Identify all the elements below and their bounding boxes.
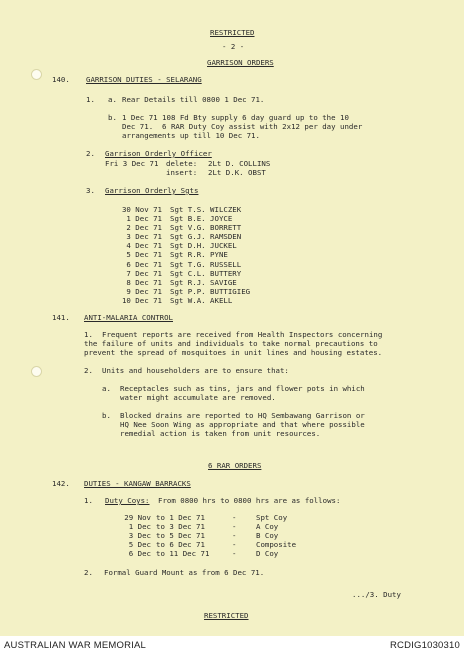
duty-coy: B Coy: [256, 531, 279, 540]
duty-to: to 5 Dec 71: [156, 531, 205, 540]
punch-hole: [31, 366, 42, 377]
subitem-label: a.: [108, 95, 117, 104]
table-row: [118, 540, 316, 549]
subitem-label: b.: [102, 411, 111, 420]
duty-to: to 1 Dec 71: [156, 513, 205, 522]
duty-dash: -: [232, 549, 237, 558]
para-142-title: DUTIES - KANGAW BARRACKS: [84, 479, 191, 488]
para-141-number: 141.: [52, 313, 70, 322]
duty-dash: -: [232, 531, 237, 540]
para-141-title: ANTI-MALARIA CONTROL: [84, 313, 173, 322]
item-title: Garrison Orderly Sgts: [105, 186, 199, 195]
duty-from: 29 Nov: [124, 513, 151, 522]
table-row: [104, 250, 250, 259]
item-number: 1.: [86, 95, 95, 104]
subitem-line: Receptacles such as tins, jars and flower pots in which: [120, 384, 365, 393]
para-140-title: GARRISON DUTIES - SELARANG: [86, 75, 202, 84]
table-row: [104, 287, 250, 296]
continuation-note: .../3. Duty: [352, 590, 401, 599]
subitem-line: arrangements up till 10 Dec 71.: [122, 131, 260, 140]
duty-date: 5 Dec 71: [126, 250, 162, 260]
duty-to: to 6 Dec 71: [156, 540, 205, 549]
classification-footer: RESTRICTED: [204, 611, 249, 620]
sgt-name: Sgt G.J. RAMSDEN: [170, 232, 242, 242]
subitem-line: remedial action is taken from unit resources.: [120, 429, 321, 438]
duty-from: 3 Dec: [128, 531, 151, 540]
institution-name: AUSTRALIAN WAR MEMORIAL: [4, 640, 147, 651]
item-number: 2.: [86, 149, 95, 158]
table-row: [104, 296, 250, 305]
item-number: 2.: [84, 366, 93, 375]
subitem-text: Rear Details till 0800 1 Dec 71.: [122, 95, 265, 104]
sgt-name: Sgt D.H. JUCKEL: [170, 241, 237, 251]
item-number: 2.: [84, 568, 93, 577]
archive-footer: [0, 637, 464, 654]
duty-dash: -: [232, 540, 237, 549]
duty-to: to 3 Dec 71: [156, 522, 205, 531]
table-row: [104, 214, 250, 223]
section-title: GARRISON ORDERS: [207, 58, 274, 67]
item-number: 1.: [84, 496, 93, 505]
punch-hole: [31, 69, 42, 80]
item-number: 3.: [86, 186, 95, 195]
sgt-name: Sgt P.P. BUTTIGIEG: [170, 286, 251, 296]
sgt-name: Sgt W.A. AKELL: [170, 295, 233, 305]
duty-dash: -: [232, 522, 237, 531]
duty-date: 1 Dec 71: [126, 214, 162, 224]
duty-date: 30 Nov 71: [121, 205, 162, 214]
duty-coy: A Coy: [256, 522, 279, 531]
table-row: [118, 531, 316, 540]
table-row: [118, 513, 316, 522]
paragraph-line: Units and householders are to ensure that:: [102, 366, 289, 375]
page-number: - 2 -: [222, 42, 245, 51]
table-row: [104, 241, 250, 250]
duty-date: 3 Dec 71: [126, 232, 162, 242]
item-title: Duty Coys:: [105, 496, 150, 505]
sgt-name: Sgt T.S. WILCZEK: [170, 205, 242, 214]
sgt-name: Sgt T.G. RUSSELL: [170, 259, 242, 269]
duty-dash: -: [232, 513, 237, 522]
item-number: 1.: [84, 330, 93, 339]
sgt-name: Sgt R.J. SAVIGE: [170, 277, 237, 287]
duty-coys-table: [118, 513, 316, 558]
subitem-line: Dec 71. 6 RAR Duty Coy assist with 2x12 per day under: [122, 122, 363, 131]
record-id: RCDIG1030310: [390, 640, 460, 651]
duty-to: to 11 Dec 71: [156, 549, 210, 558]
paragraph-line: the failure of units and individuals to take normal precautions to: [84, 339, 378, 348]
duty-date: 4 Dec 71: [126, 241, 162, 251]
para-140-number: 140.: [52, 75, 70, 84]
duty-from: 6 Dec: [128, 549, 151, 558]
officer-line-name: 2Lt D.K. OBST: [208, 168, 266, 177]
duty-date: 6 Dec 71: [126, 259, 162, 269]
paragraph-line: From 0800 hrs to 0800 hrs are as follows:: [158, 496, 341, 505]
paragraph-line: Frequent reports are received from Health Inspectors concerning: [102, 330, 383, 339]
duty-coy: D Coy: [256, 549, 279, 558]
subitem-line: 1 Dec 71 108 Fd Bty supply 6 day guard up to the 10: [122, 113, 349, 122]
duty-date: 7 Dec 71: [126, 268, 162, 278]
subitem-label: a.: [102, 384, 111, 393]
duty-date: 8 Dec 71: [126, 277, 162, 287]
item-title: Garrison Orderly Officer: [105, 149, 212, 158]
duty-from: 1 Dec: [128, 522, 151, 531]
table-row: [104, 205, 250, 214]
table-row: [104, 269, 250, 278]
sgt-name: Sgt V.G. BORRETT: [170, 223, 242, 233]
duty-coy: Composite: [256, 540, 297, 549]
subitem-line: water might accumulate are removed.: [120, 393, 276, 402]
sgt-name: Sgt R.R. PYNE: [170, 250, 228, 260]
duty-from: 5 Dec: [128, 540, 151, 549]
paragraph-line: prevent the spread of mosquitoes in unit lines and housing estates.: [84, 348, 383, 357]
table-row: [104, 232, 250, 241]
classification-header: RESTRICTED: [210, 28, 255, 37]
orders-subheading: 6 RAR ORDERS: [208, 461, 262, 470]
officer-line-action: delete:: [166, 159, 198, 168]
sgt-name: Sgt C.L. BUTTERY: [170, 268, 242, 278]
table-row: [104, 260, 250, 269]
sgt-name: Sgt B.E. JOYCE: [170, 214, 233, 224]
subitem-label: b.: [108, 113, 117, 122]
duty-coy: Spt Coy: [256, 513, 288, 522]
subitem-line: Blocked drains are reported to HQ Sembawang Garrison or: [120, 411, 365, 420]
orderly-sgts-table: [104, 205, 250, 305]
table-row: [104, 278, 250, 287]
officer-line-name: 2Lt D. COLLINS: [208, 159, 271, 168]
officer-line-date: Fri 3 Dec 71: [105, 159, 159, 168]
duty-date: 9 Dec 71: [126, 286, 162, 296]
table-row: [104, 223, 250, 232]
subitem-line: HQ Nee Soon Wing as appropriate and that where possible: [120, 420, 365, 429]
duty-date: 10 Dec 71: [121, 295, 162, 305]
paragraph-line: Formal Guard Mount as from 6 Dec 71.: [104, 568, 265, 577]
officer-line-action: insert:: [166, 168, 198, 177]
table-row: [118, 549, 316, 558]
table-row: [118, 522, 316, 531]
duty-date: 2 Dec 71: [126, 223, 162, 233]
para-142-number: 142.: [52, 479, 70, 488]
